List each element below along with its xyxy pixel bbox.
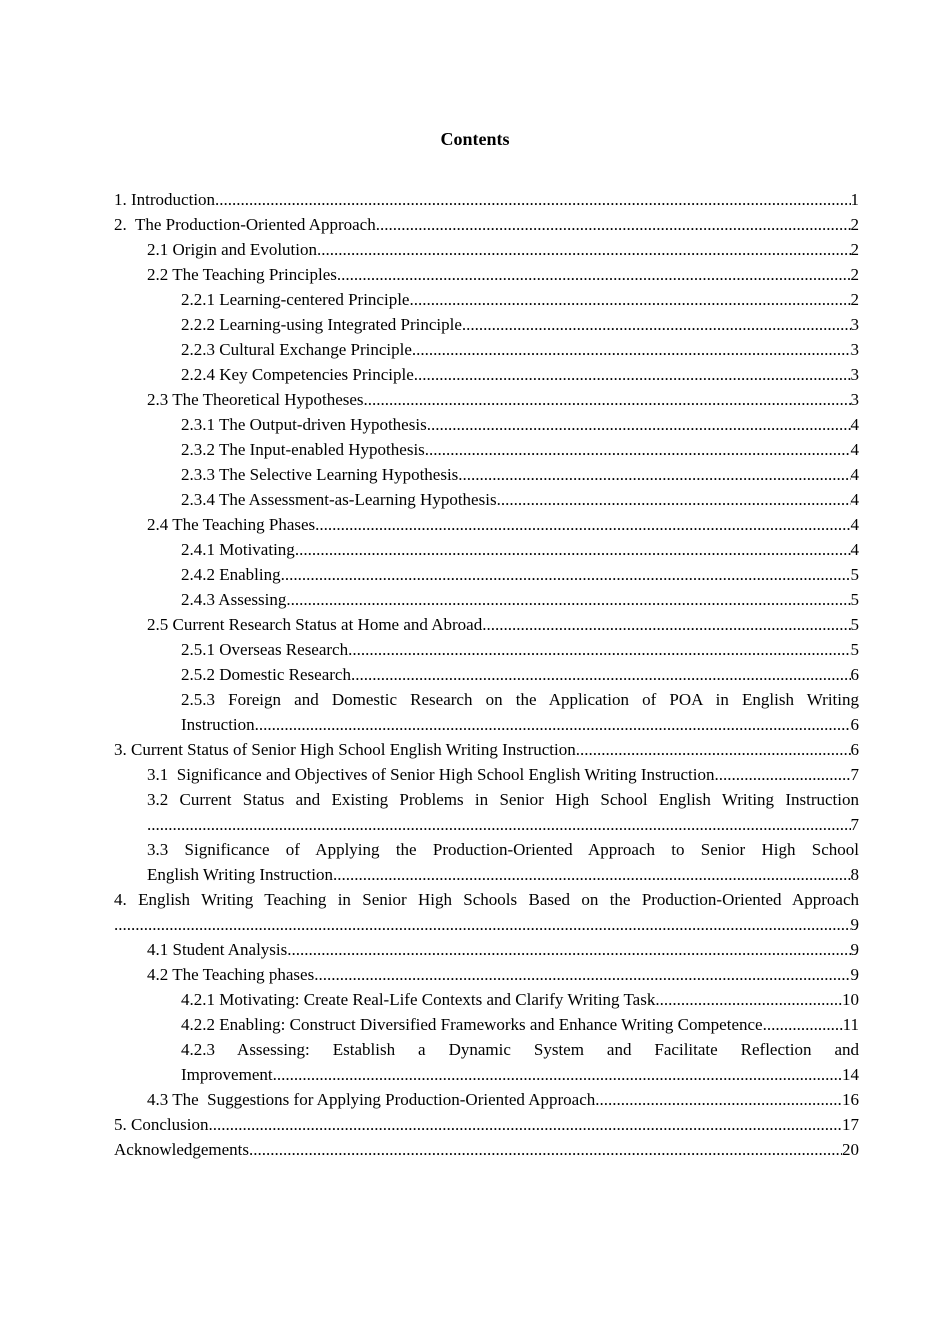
toc-entry-title: 1. Introduction — [114, 190, 216, 209]
toc-entry-page: 11 — [842, 1015, 859, 1034]
dot-leader — [482, 612, 850, 637]
dot-leader — [315, 512, 850, 537]
toc-entry-title: 3. Current Status of Senior High School English Writing Instruction — [114, 740, 576, 759]
dot-leader — [314, 962, 850, 987]
toc-entry — [114, 512, 859, 537]
toc-entry — [114, 787, 859, 837]
dot-leader — [333, 862, 851, 887]
toc-entry-page: 10 — [842, 990, 859, 1009]
toc-entry — [114, 212, 859, 237]
toc-entry-page: 2 — [850, 265, 859, 284]
toc-entry-title: 2.3.4 The Assessment-as-Learning Hypothesis — [181, 490, 497, 509]
toc-entry-title: 2.3.3 The Selective Learning Hypothesis — [181, 465, 459, 484]
toc-entry — [114, 262, 859, 287]
toc-entry-page: 2 — [850, 215, 859, 234]
toc-entry-title: 2.5.3 Foreign and Domestic Research on the Application of POA in English Writing — [181, 690, 859, 709]
toc-entry-page: 4 — [850, 515, 859, 534]
toc-entry-title: 2.2.1 Learning-centered Principle — [181, 290, 410, 309]
toc-entry — [114, 637, 859, 662]
toc-entry — [114, 1112, 859, 1137]
toc-entry-title: 2.2 The Teaching Principles — [147, 265, 337, 284]
toc-entry-title: 2. The Production-Oriented Approach — [114, 215, 376, 234]
toc-entry-page: 20 — [842, 1140, 859, 1159]
toc-entry-title: 2.2.3 Cultural Exchange Principle — [181, 340, 412, 359]
dot-leader — [295, 537, 851, 562]
toc-entry-title: 2.4.2 Enabling — [181, 565, 281, 584]
toc-entry-page: 1 — [850, 190, 859, 209]
contents-heading: Contents — [440, 129, 510, 149]
toc-entry-continuation — [147, 812, 859, 837]
toc-entry-page: 6 — [850, 665, 859, 684]
toc-entry-title: 3.2 Current Status and Existing Problems in Senior High School English Writing Instruction — [147, 790, 859, 809]
toc-entry-page: 9 — [850, 965, 859, 984]
toc-entry-page: 5 — [850, 615, 859, 634]
toc-entry-title: 2.3.2 The Input-enabled Hypothesis — [181, 440, 425, 459]
toc-entry — [114, 437, 859, 462]
toc-entry-page: 7 — [850, 815, 859, 834]
dot-leader — [412, 337, 851, 362]
toc-entry — [114, 937, 859, 962]
toc-entry-page: 6 — [850, 740, 859, 759]
toc-entry-page: 3 — [850, 365, 859, 384]
toc-entry — [114, 362, 859, 387]
toc-entry-title: Acknowledgements — [114, 1140, 250, 1159]
toc-entry-page: 5 — [850, 590, 859, 609]
toc-entry — [114, 1087, 859, 1112]
toc-entry — [114, 337, 859, 362]
dot-leader — [249, 1137, 842, 1162]
toc-entry-title: 2.4.3 Assessing — [181, 590, 287, 609]
toc-entry-title: 4.3 The Suggestions for Applying Production-Oriented Approach — [147, 1090, 596, 1109]
toc-entry-title-cont: Instruction — [181, 715, 255, 734]
toc-entry — [114, 1137, 859, 1162]
toc-entry-page: 9 — [850, 915, 859, 934]
toc-entry-title: 2.5.1 Overseas Research — [181, 640, 349, 659]
toc-entry-title: 2.3 The Theoretical Hypotheses — [147, 390, 364, 409]
toc-entry — [114, 762, 859, 787]
toc-entry-page: 4 — [850, 415, 859, 434]
dot-leader — [281, 562, 851, 587]
toc-entry-page: 3 — [850, 340, 859, 359]
toc-entry-page: 16 — [842, 1090, 859, 1109]
dot-leader — [337, 262, 851, 287]
toc-entry-page: 5 — [850, 565, 859, 584]
toc-entry — [114, 612, 859, 637]
dot-leader — [714, 762, 850, 787]
dot-leader — [576, 737, 851, 762]
toc-entry — [114, 287, 859, 312]
dot-leader — [273, 1062, 842, 1087]
toc-entry-title: 4.2.2 Enabling: Construct Diversified Frameworks and Enhance Writing Competence. — [181, 1015, 767, 1034]
dot-leader — [114, 912, 851, 937]
toc-entry — [114, 962, 859, 987]
dot-leader — [351, 662, 851, 687]
toc-entry-page: 14 — [842, 1065, 859, 1084]
toc-entry-title: 2.5 Current Research Status at Home and Abroad — [147, 615, 483, 634]
dot-leader — [348, 637, 850, 662]
dot-leader — [655, 987, 842, 1012]
toc-entry-title: 2.4 The Teaching Phases — [147, 515, 316, 534]
toc-entry-title: 4.2.1 Motivating: Create Real-Life Contexts and Clarify Writing Task — [181, 990, 656, 1009]
dot-leader — [147, 812, 851, 837]
toc-entry-title: 4. English Writing Teaching in Senior High Schools Based on the Production-Oriented Approach — [114, 890, 859, 909]
toc-entry-title: 3.1 Significance and Objectives of Senior High School English Writing Instruction — [147, 765, 715, 784]
toc-entry-page: 6 — [850, 715, 859, 734]
dot-leader — [317, 237, 851, 262]
dot-leader — [286, 587, 850, 612]
dot-leader — [425, 437, 851, 462]
dot-leader — [462, 312, 851, 337]
toc-entry-page: 8 — [850, 865, 859, 884]
toc-entry — [114, 462, 859, 487]
toc-entry-title: 2.3.1 The Output-driven Hypothesis — [181, 415, 427, 434]
toc-entry-page: 3 — [850, 315, 859, 334]
toc-entry-page: 5 — [850, 640, 859, 659]
toc-entry-continuation — [181, 1062, 859, 1087]
toc-entry-page: 17 — [842, 1115, 859, 1134]
dot-leader — [255, 712, 851, 737]
toc-entry-title: 3.3 Significance of Applying the Production-Oriented Approach to Senior High School — [147, 840, 859, 859]
toc-entry-page: 3 — [850, 390, 859, 409]
toc-entry — [114, 987, 859, 1012]
toc-entry-title: 2.2.4 Key Competencies Principle — [181, 365, 414, 384]
toc-entry-continuation — [114, 912, 859, 937]
dot-leader — [364, 387, 851, 412]
toc-entry-page: 7 — [850, 765, 859, 784]
toc-entry — [114, 312, 859, 337]
dot-leader — [409, 287, 850, 312]
toc-entry-title: 4.2.3 Assessing: Establish a Dynamic System and Facilitate Reflection and — [181, 1040, 859, 1059]
dot-leader — [497, 487, 851, 512]
toc-entry — [114, 537, 859, 562]
toc-entry — [114, 387, 859, 412]
toc-entry-page: 4 — [850, 440, 859, 459]
toc-entry-title: 2.1 Origin and Evolution — [147, 240, 317, 259]
toc-entry-title: 2.2.2 Learning-using Integrated Principle — [181, 315, 462, 334]
toc-entry — [114, 737, 859, 762]
dot-leader — [595, 1087, 842, 1112]
toc-entry — [114, 587, 859, 612]
toc-entry-title: 4.1 Student Analysis — [147, 940, 288, 959]
toc-entry — [114, 837, 859, 887]
toc-entry — [114, 1012, 859, 1037]
toc-entry-continuation — [147, 862, 859, 887]
toc-entry-title-cont: English Writing Instruction — [147, 865, 333, 884]
dot-leader — [767, 1012, 843, 1037]
toc-entry-title: 4.2 The Teaching phases — [147, 965, 315, 984]
dot-leader — [458, 462, 850, 487]
toc-entry — [114, 662, 859, 687]
toc-entry — [114, 887, 859, 937]
toc-entry-page: 4 — [850, 490, 859, 509]
toc-entry — [114, 237, 859, 262]
toc-entry — [114, 562, 859, 587]
dot-leader — [208, 1112, 842, 1137]
toc-entry-title: 2.4.1 Motivating — [181, 540, 295, 559]
toc-entry-page: 9 — [850, 940, 859, 959]
dot-leader — [215, 187, 850, 212]
toc-entry-page: 4 — [850, 540, 859, 559]
toc-entry — [114, 1037, 859, 1087]
dot-leader — [376, 212, 851, 237]
toc-entry-title: 2.5.2 Domestic Research — [181, 665, 351, 684]
toc-entry-page: 2 — [850, 240, 859, 259]
toc-entry — [114, 687, 859, 737]
toc-entry-page: 2 — [850, 290, 859, 309]
toc-entry — [114, 487, 859, 512]
toc-entry-continuation — [181, 712, 859, 737]
dot-leader — [427, 412, 851, 437]
table-of-contents — [114, 187, 859, 1162]
toc-entry — [114, 412, 859, 437]
toc-entry-title-cont: Improvement — [181, 1065, 273, 1084]
toc-entry — [114, 187, 859, 212]
dot-leader — [287, 937, 850, 962]
dot-leader — [414, 362, 851, 387]
toc-entry-title: 5. Conclusion — [114, 1115, 209, 1134]
toc-entry-page: 4 — [850, 465, 859, 484]
